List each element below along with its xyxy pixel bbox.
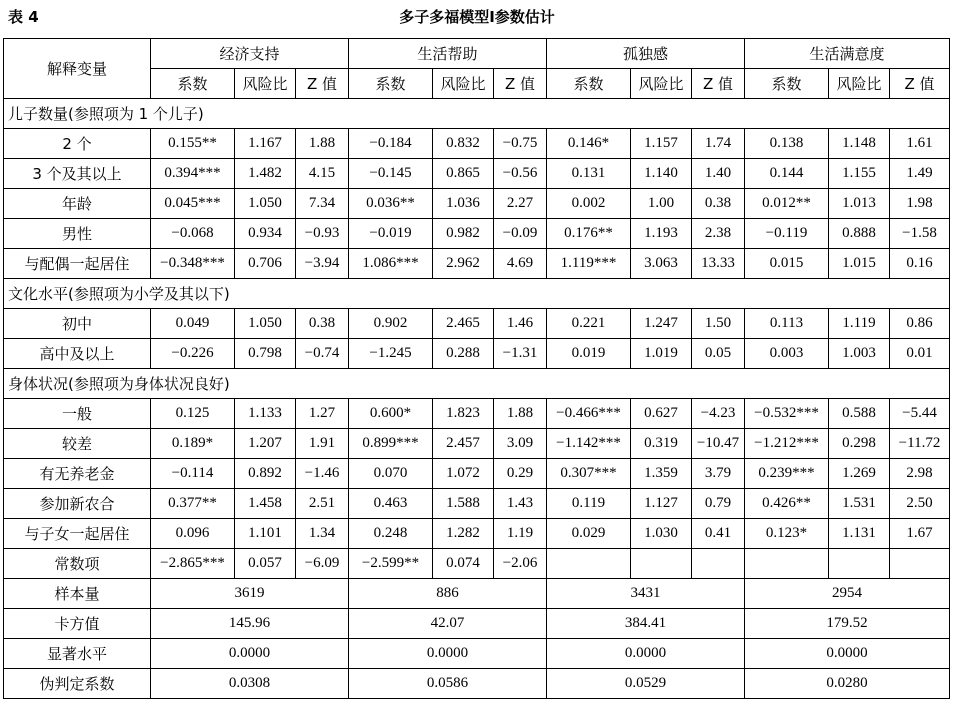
table-header — [4, 39, 950, 99]
value-cell — [692, 549, 745, 579]
value-cell: −0.93 — [296, 219, 349, 249]
table-row — [4, 219, 950, 249]
row-label: 参加新农合 — [4, 489, 151, 519]
summary-value: 384.41 — [547, 609, 745, 639]
value-cell: 1.207 — [235, 429, 296, 459]
header-subcolumn: Z 值 — [692, 69, 745, 99]
section-heading-row — [4, 279, 950, 309]
section-heading-row — [4, 369, 950, 399]
value-cell: 0.144 — [745, 159, 829, 189]
value-cell: 2.962 — [433, 249, 494, 279]
value-cell: 1.119*** — [547, 249, 631, 279]
value-cell: 0.600* — [349, 399, 433, 429]
header-group-daily-help: 生活帮助 — [349, 39, 547, 69]
value-cell: 1.193 — [631, 219, 692, 249]
value-cell: 0.074 — [433, 549, 494, 579]
value-cell: 3.79 — [692, 459, 745, 489]
section-heading: 文化水平(参照项为小学及其以下) — [4, 279, 950, 309]
row-label: 男性 — [4, 219, 151, 249]
value-cell: 1.74 — [692, 129, 745, 159]
value-cell: 0.426** — [745, 489, 829, 519]
value-cell: 0.319 — [631, 429, 692, 459]
value-cell: 0.012** — [745, 189, 829, 219]
value-cell: −1.245 — [349, 339, 433, 369]
header-group-loneliness: 孤独感 — [547, 39, 745, 69]
value-cell: 1.013 — [829, 189, 890, 219]
value-cell: 1.167 — [235, 129, 296, 159]
header-subcolumn: 系数 — [547, 69, 631, 99]
value-cell: 1.27 — [296, 399, 349, 429]
value-cell: 1.34 — [296, 519, 349, 549]
summary-row — [4, 609, 950, 639]
table-row — [4, 519, 950, 549]
value-cell: −6.09 — [296, 549, 349, 579]
estimation-table — [3, 38, 950, 699]
value-cell: 0.05 — [692, 339, 745, 369]
value-cell: −0.019 — [349, 219, 433, 249]
value-cell: −4.23 — [692, 399, 745, 429]
value-cell: 0.155** — [151, 129, 235, 159]
value-cell: 0.902 — [349, 309, 433, 339]
value-cell: 0.394*** — [151, 159, 235, 189]
row-label: 高中及以上 — [4, 339, 151, 369]
value-cell: 0.138 — [745, 129, 829, 159]
header-subcolumn: 风险比 — [829, 69, 890, 99]
value-cell: −0.184 — [349, 129, 433, 159]
value-cell: 1.133 — [235, 399, 296, 429]
value-cell: 1.61 — [890, 129, 950, 159]
value-cell: 0.29 — [494, 459, 547, 489]
value-cell: 0.892 — [235, 459, 296, 489]
header-subcolumn: 系数 — [349, 69, 433, 99]
table-row — [4, 399, 950, 429]
value-cell: 1.036 — [433, 189, 494, 219]
summary-value: 145.96 — [151, 609, 349, 639]
value-cell: 7.34 — [296, 189, 349, 219]
summary-value: 0.0280 — [745, 669, 950, 699]
value-cell: 0.002 — [547, 189, 631, 219]
value-cell: 0.38 — [296, 309, 349, 339]
value-cell: −0.74 — [296, 339, 349, 369]
value-cell: 0.125 — [151, 399, 235, 429]
header-subcolumn: Z 值 — [890, 69, 950, 99]
value-cell: 1.101 — [235, 519, 296, 549]
value-cell: 0.049 — [151, 309, 235, 339]
value-cell: −0.09 — [494, 219, 547, 249]
value-cell: 1.588 — [433, 489, 494, 519]
value-cell: −1.58 — [890, 219, 950, 249]
summary-value: 0.0000 — [349, 639, 547, 669]
row-label: 3 个及其以上 — [4, 159, 151, 189]
header-subcolumn: 风险比 — [235, 69, 296, 99]
section-heading-row — [4, 99, 950, 129]
value-cell: −0.145 — [349, 159, 433, 189]
value-cell: −1.46 — [296, 459, 349, 489]
table-row — [4, 549, 950, 579]
value-cell: 0.057 — [235, 549, 296, 579]
value-cell — [745, 549, 829, 579]
value-cell: 0.01 — [890, 339, 950, 369]
value-cell: 2.27 — [494, 189, 547, 219]
header-subcolumn: 系数 — [151, 69, 235, 99]
summary-label: 伪判定系数 — [4, 669, 151, 699]
summary-value: 3431 — [547, 579, 745, 609]
value-cell: 1.458 — [235, 489, 296, 519]
value-cell: −2.599** — [349, 549, 433, 579]
value-cell: 0.899*** — [349, 429, 433, 459]
value-cell: −1.212*** — [745, 429, 829, 459]
value-cell: 1.119 — [829, 309, 890, 339]
header-subcolumn: Z 值 — [494, 69, 547, 99]
summary-label: 样本量 — [4, 579, 151, 609]
summary-value: 179.52 — [745, 609, 950, 639]
row-label: 初中 — [4, 309, 151, 339]
value-cell: 0.239*** — [745, 459, 829, 489]
value-cell: 3.063 — [631, 249, 692, 279]
value-cell: 1.19 — [494, 519, 547, 549]
table-label: 表 4 — [8, 8, 39, 26]
value-cell: −1.31 — [494, 339, 547, 369]
value-cell: 1.00 — [631, 189, 692, 219]
value-cell: 0.934 — [235, 219, 296, 249]
table-row — [4, 459, 950, 489]
value-cell: 1.003 — [829, 339, 890, 369]
value-cell: 0.86 — [890, 309, 950, 339]
value-cell: 13.33 — [692, 249, 745, 279]
summary-value: 0.0000 — [151, 639, 349, 669]
value-cell: 1.019 — [631, 339, 692, 369]
section-heading: 身体状况(参照项为身体状况良好) — [4, 369, 950, 399]
value-cell: 0.588 — [829, 399, 890, 429]
value-cell: 0.79 — [692, 489, 745, 519]
value-cell: 2.457 — [433, 429, 494, 459]
summary-value: 3619 — [151, 579, 349, 609]
summary-value: 886 — [349, 579, 547, 609]
value-cell: 0.463 — [349, 489, 433, 519]
table-row — [4, 489, 950, 519]
table-row — [4, 189, 950, 219]
header-group-economic-support: 经济支持 — [151, 39, 349, 69]
header-subcolumn: 系数 — [745, 69, 829, 99]
value-cell: 0.221 — [547, 309, 631, 339]
value-cell: 0.176** — [547, 219, 631, 249]
table-row — [4, 309, 950, 339]
table-row — [4, 159, 950, 189]
summary-label: 卡方值 — [4, 609, 151, 639]
value-cell: 0.146* — [547, 129, 631, 159]
value-cell: 3.09 — [494, 429, 547, 459]
value-cell: 0.119 — [547, 489, 631, 519]
value-cell: 1.43 — [494, 489, 547, 519]
value-cell: −0.226 — [151, 339, 235, 369]
row-label: 与配偶一起居住 — [4, 249, 151, 279]
summary-value: 0.0586 — [349, 669, 547, 699]
value-cell: 1.46 — [494, 309, 547, 339]
value-cell: 0.036** — [349, 189, 433, 219]
value-cell — [631, 549, 692, 579]
value-cell: 0.288 — [433, 339, 494, 369]
summary-row — [4, 639, 950, 669]
header-subcolumn: 风险比 — [433, 69, 494, 99]
value-cell: 1.269 — [829, 459, 890, 489]
value-cell: −0.75 — [494, 129, 547, 159]
value-cell: 1.050 — [235, 189, 296, 219]
value-cell: 2.38 — [692, 219, 745, 249]
table-row — [4, 339, 950, 369]
summary-label: 显著水平 — [4, 639, 151, 669]
table-body — [4, 99, 950, 699]
value-cell: 1.49 — [890, 159, 950, 189]
value-cell: 0.706 — [235, 249, 296, 279]
row-label: 常数项 — [4, 549, 151, 579]
value-cell: 1.131 — [829, 519, 890, 549]
value-cell: −0.56 — [494, 159, 547, 189]
value-cell: −0.119 — [745, 219, 829, 249]
value-cell: −2.06 — [494, 549, 547, 579]
summary-value: 0.0529 — [547, 669, 745, 699]
header-row-label: 解释变量 — [4, 39, 151, 99]
value-cell: 1.531 — [829, 489, 890, 519]
header-subcolumn: Z 值 — [296, 69, 349, 99]
header-subcolumn: 风险比 — [631, 69, 692, 99]
value-cell: −0.348*** — [151, 249, 235, 279]
value-cell: −2.865*** — [151, 549, 235, 579]
table-row — [4, 129, 950, 159]
summary-row — [4, 669, 950, 699]
value-cell: 0.123* — [745, 519, 829, 549]
header-group-life-satisfaction: 生活满意度 — [745, 39, 950, 69]
value-cell: 0.029 — [547, 519, 631, 549]
value-cell: 0.865 — [433, 159, 494, 189]
value-cell: 0.015 — [745, 249, 829, 279]
value-cell: 0.888 — [829, 219, 890, 249]
value-cell — [547, 549, 631, 579]
value-cell: 1.823 — [433, 399, 494, 429]
value-cell: 0.113 — [745, 309, 829, 339]
summary-value: 0.0000 — [745, 639, 950, 669]
value-cell: −0.466*** — [547, 399, 631, 429]
row-label: 与子女一起居住 — [4, 519, 151, 549]
value-cell: −11.72 — [890, 429, 950, 459]
value-cell: 1.359 — [631, 459, 692, 489]
value-cell: 1.50 — [692, 309, 745, 339]
value-cell: 1.91 — [296, 429, 349, 459]
value-cell: 1.030 — [631, 519, 692, 549]
value-cell: 0.045*** — [151, 189, 235, 219]
value-cell: −3.94 — [296, 249, 349, 279]
value-cell: 0.003 — [745, 339, 829, 369]
value-cell — [829, 549, 890, 579]
value-cell: 1.282 — [433, 519, 494, 549]
value-cell: 1.157 — [631, 129, 692, 159]
value-cell: 0.832 — [433, 129, 494, 159]
table-title: 多子多福模型Ⅰ参数估计 — [399, 8, 555, 26]
row-label: 较差 — [4, 429, 151, 459]
value-cell: 1.050 — [235, 309, 296, 339]
value-cell: −5.44 — [890, 399, 950, 429]
value-cell: 0.798 — [235, 339, 296, 369]
value-cell: 1.67 — [890, 519, 950, 549]
value-cell: 4.69 — [494, 249, 547, 279]
value-cell: 4.15 — [296, 159, 349, 189]
value-cell: 1.98 — [890, 189, 950, 219]
summary-value: 0.0308 — [151, 669, 349, 699]
value-cell: −0.114 — [151, 459, 235, 489]
section-heading: 儿子数量(参照项为 1 个儿子) — [4, 99, 950, 129]
summary-value: 42.07 — [349, 609, 547, 639]
row-label: 一般 — [4, 399, 151, 429]
value-cell: 0.307*** — [547, 459, 631, 489]
value-cell: 2.465 — [433, 309, 494, 339]
row-label: 2 个 — [4, 129, 151, 159]
value-cell: 0.627 — [631, 399, 692, 429]
value-cell: 0.41 — [692, 519, 745, 549]
value-cell: 1.40 — [692, 159, 745, 189]
value-cell: 1.247 — [631, 309, 692, 339]
table-row — [4, 249, 950, 279]
value-cell: 0.982 — [433, 219, 494, 249]
row-label: 有无养老金 — [4, 459, 151, 489]
value-cell: 0.377** — [151, 489, 235, 519]
value-cell: −0.532*** — [745, 399, 829, 429]
summary-value: 2954 — [745, 579, 950, 609]
value-cell: 1.88 — [494, 399, 547, 429]
value-cell: 1.127 — [631, 489, 692, 519]
value-cell: −1.142*** — [547, 429, 631, 459]
value-cell: 2.51 — [296, 489, 349, 519]
row-label: 年龄 — [4, 189, 151, 219]
value-cell: 1.88 — [296, 129, 349, 159]
summary-row — [4, 579, 950, 609]
value-cell: 1.140 — [631, 159, 692, 189]
value-cell: 0.248 — [349, 519, 433, 549]
summary-value: 0.0000 — [547, 639, 745, 669]
value-cell: 0.131 — [547, 159, 631, 189]
value-cell: 2.50 — [890, 489, 950, 519]
value-cell: 0.38 — [692, 189, 745, 219]
value-cell: −10.47 — [692, 429, 745, 459]
value-cell: 1.072 — [433, 459, 494, 489]
value-cell: 1.015 — [829, 249, 890, 279]
value-cell: 0.096 — [151, 519, 235, 549]
value-cell: −0.068 — [151, 219, 235, 249]
value-cell: 1.148 — [829, 129, 890, 159]
value-cell: 0.16 — [890, 249, 950, 279]
value-cell — [890, 549, 950, 579]
value-cell: 0.189* — [151, 429, 235, 459]
value-cell: 0.019 — [547, 339, 631, 369]
value-cell: 1.155 — [829, 159, 890, 189]
value-cell: 1.482 — [235, 159, 296, 189]
value-cell: 2.98 — [890, 459, 950, 489]
value-cell: 0.298 — [829, 429, 890, 459]
table-row — [4, 429, 950, 459]
value-cell: 1.086*** — [349, 249, 433, 279]
value-cell: 0.070 — [349, 459, 433, 489]
